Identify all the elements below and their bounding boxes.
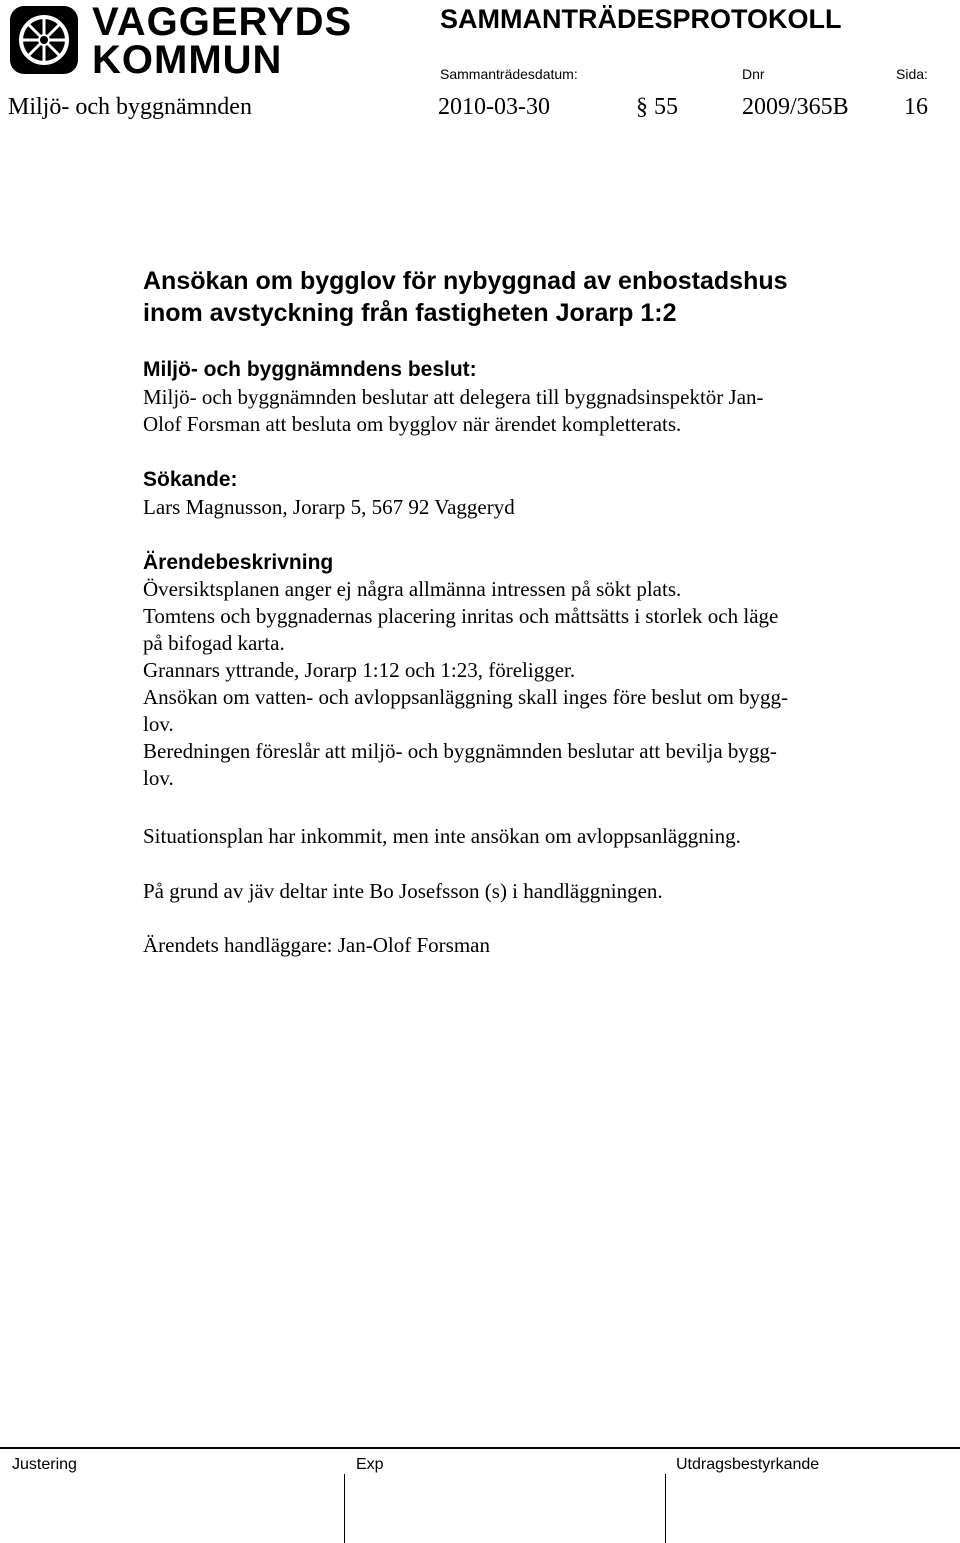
description-text bbox=[143, 576, 903, 792]
case-title-line: inom avstyckning från fastigheten Jorarp 1:2 bbox=[143, 299, 677, 327]
description-heading: Ärendebeskrivning bbox=[143, 551, 334, 574]
decision-text bbox=[143, 384, 903, 438]
description-line: Tomtens och byggnadernas placering inritas och måttsätts i storlek och läge bbox=[143, 604, 779, 628]
case-title-line: Ansökan om bygglov för nybyggnad av enbostadshus bbox=[143, 267, 788, 295]
footer-justering-label: Justering bbox=[12, 1456, 77, 1473]
committee-name: Miljö- och byggnämnden bbox=[8, 94, 252, 120]
dnr-value: 2009/365B bbox=[742, 94, 849, 120]
page-number: 16 bbox=[904, 94, 928, 120]
section-number: § 55 bbox=[636, 94, 678, 120]
logo-text-line2: KOMMUN bbox=[92, 38, 283, 82]
meeting-date-label: Sammanträdesdatum: bbox=[440, 66, 578, 82]
meeting-date: 2010-03-30 bbox=[438, 94, 550, 120]
description-line: Översiktsplanen anger ej några allmänna intressen på sökt plats. bbox=[143, 577, 682, 601]
description-line: Ansökan om vatten- och avloppsanläggning skall inges före beslut om bygg- bbox=[143, 685, 789, 709]
page-label: Sida: bbox=[896, 66, 928, 82]
footer-divider bbox=[0, 1447, 960, 1449]
case-title bbox=[143, 265, 903, 329]
description-line: Grannars yttrande, Jorarp 1:12 och 1:23, föreligger. bbox=[143, 658, 576, 682]
applicant-text: Lars Magnusson, Jorarp 5, 567 92 Vaggeryd bbox=[143, 495, 515, 519]
decision-heading: Miljö- och byggnämndens beslut: bbox=[143, 358, 477, 381]
dnr-label: Dnr bbox=[742, 66, 765, 82]
decision-line: Miljö- och byggnämnden beslutar att delegera till byggnadsinspektör Jan- bbox=[143, 385, 764, 409]
footer-exp-label: Exp bbox=[356, 1456, 384, 1473]
description-line: lov. bbox=[143, 712, 174, 736]
description-line: på bifogad karta. bbox=[143, 631, 285, 655]
footer-signature-divider bbox=[344, 1474, 345, 1543]
applicant-heading: Sökande: bbox=[143, 468, 238, 491]
footer-utdrag-label: Utdragsbestyrkande bbox=[676, 1456, 820, 1473]
logo-text-line1: VAGGERYDS bbox=[92, 0, 353, 44]
decision-line: Olof Forsman att besluta om bygglov när ärendet kompletterats. bbox=[143, 412, 682, 436]
municipality-emblem-icon bbox=[8, 4, 80, 76]
jav-note: På grund av jäv deltar inte Bo Josefsson (s) i handläggningen. bbox=[143, 879, 663, 903]
description-line: lov. bbox=[143, 766, 174, 790]
case-handler: Ärendets handläggare: Jan-Olof Forsman bbox=[143, 933, 490, 957]
description-line: Beredningen föreslår att miljö- och byggnämnden beslutar att bevilja bygg- bbox=[143, 739, 777, 763]
situation-note: Situationsplan har inkommit, men inte ansökan om avloppsanläggning. bbox=[143, 824, 741, 848]
document-title: SAMMANTRÄDESPROTOKOLL bbox=[440, 4, 842, 34]
footer-signature-divider bbox=[665, 1474, 666, 1543]
